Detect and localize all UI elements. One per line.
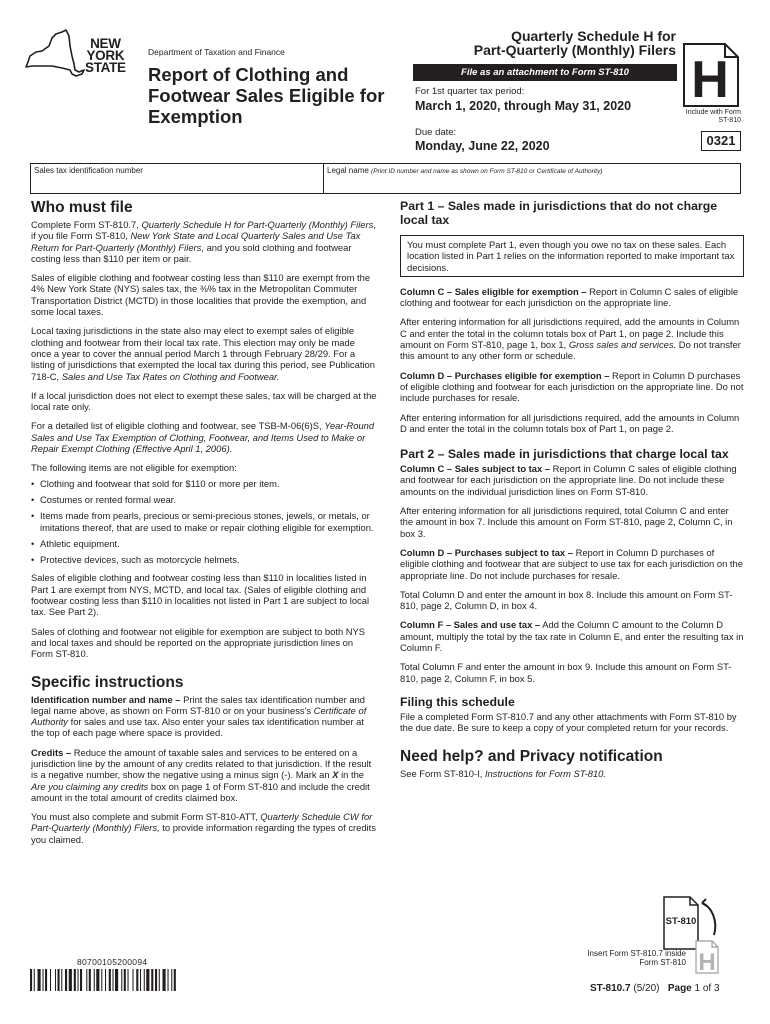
part-1-note-box: You must complete Part 1, even though you owe no tax on these sales. Each location listed in Part 1 relies on the information reported to make important tax decisions. xyxy=(400,235,744,277)
barcode-bar xyxy=(69,969,72,991)
part-1-column-d: Column D – Purchases eligible for exemption – Report in Column D purchases of eligible clothing and footwear for each jurisdiction on the appropriate line. Do not include purchases for resale. xyxy=(400,369,744,404)
form-title: Report of Clothing and Footwear Sales Eligible for Exemption xyxy=(148,64,385,127)
barcode-bar xyxy=(74,969,76,991)
barcode-bar xyxy=(86,969,87,991)
barcode-bar xyxy=(109,969,111,991)
who-must-file-heading: Who must file xyxy=(31,199,133,216)
barcode-number: 80700105200094 xyxy=(77,957,148,967)
list-item: • Athletic equipment. xyxy=(31,538,377,549)
part-2-column-f: Column F – Sales and use tax – Add the Column C amount to the Column D amount, multiply the total by the tax rate in Column E, and enter the resulting tax in Column F. xyxy=(400,619,744,654)
attachment-banner: File as an attachment to Form ST-810 xyxy=(413,64,677,81)
barcode-bar xyxy=(146,969,149,991)
specific-instructions-heading: Specific instructions xyxy=(31,673,184,691)
part-2-column-d: Column D – Purchases subject to tax – Report in Column D purchases of eligible clothing and footwear that are subject to use tax for each jurisdiction on the appropriate line. Do not include purchases for resale. xyxy=(400,546,743,581)
barcode-bar xyxy=(159,969,160,991)
filing-heading: Filing this schedule xyxy=(400,694,515,709)
part-2-heading: Part 2 – Sales made in jurisdictions that charge local tax xyxy=(400,447,729,462)
barcode-bar xyxy=(80,969,82,991)
barcode-bar xyxy=(105,969,106,991)
barcode-bar xyxy=(133,969,134,991)
barcode-bar xyxy=(168,969,169,991)
who-must-file-paragraph-7: Sales of eligible clothing and footwear costing less than $110 in localities listed in Part 1 are exempt from NYS, MCTD, and local tax. (Sales of eligible clothing and footwear costing less than $110 in localities not listed in Part 1 are subject to local tax. See Part 2). xyxy=(31,572,370,618)
filing-text: File a completed Form ST-810.7 and any other attachments with Form ST-810 by the due date. Be sure to keep a copy of your completed return for your records. xyxy=(400,710,737,734)
who-must-file-paragraph-3: Local taxing jurisdictions in the state also may elect to exempt sales of eligible clothing and footwear from their local tax rate. This election may only be made once a year to cover the annual period March 1 through February 28/29. For a listing of jurisdictions that exempted the local tax during this period, see Publication 718-C, Sales and Use Tax Rates on Clothing and Footwear. xyxy=(31,325,375,382)
department-name: Department of Taxation and Finance xyxy=(148,47,285,57)
barcode-bar xyxy=(151,969,153,991)
help-heading: Need help? and Privacy notification xyxy=(400,747,663,765)
logo-wordmark: NEW YORK STATE xyxy=(85,36,126,75)
who-must-file-paragraph-2: Sales of eligible clothing and footwear costing less than $110 are exempt from the 4% New York State (NYS) sales tax, the ⅜% tax in the Metropolitan Commuter Transportation District (MCTD) in those localities that provide the exemption, and some local taxes. xyxy=(31,272,371,318)
barcode-bar xyxy=(94,969,95,991)
barcode-bar xyxy=(171,969,172,991)
part-2-column-c-total: After entering information for all jurisdictions required, total Column C and enter the amount in box 7. Include this amount on Form ST-810, page 2, Column C, in box 3. xyxy=(400,505,733,539)
part-1-column-d-total: After entering information for all jurisdictions required, add the amounts in Column D and enter the total in the column totals box of Part 1, on page 2. xyxy=(400,411,740,434)
barcode-bar xyxy=(136,969,138,991)
legal-name-note: (Print ID number and name as shown on Form ST-810 or Certificate of Authority) xyxy=(371,168,603,175)
barcode xyxy=(30,969,221,991)
insert-graphic-letter: H xyxy=(698,949,716,975)
attachment-instructions: You must also complete and submit Form ST-810-ATT, Quarterly Schedule CW for Part-Quarterly (Monthly) Filers, to provide information regarding the types of credits you claimed. xyxy=(31,811,376,845)
sales-tax-id-label: Sales tax identification number xyxy=(34,166,143,175)
barcode-bar xyxy=(140,969,141,991)
schedule-title: Quarterly Schedule H for Part-Quarterly (Monthly) Filers xyxy=(473,28,676,58)
schedule-h-document-icon xyxy=(683,43,739,107)
new-york-state-map-icon xyxy=(22,26,86,82)
list-item: • Clothing and footwear that sold for $110 or more per item. xyxy=(31,478,377,489)
sales-tax-id-field[interactable] xyxy=(31,164,324,193)
barcode-bar xyxy=(96,969,99,991)
who-must-file-paragraph-1: Complete Form ST-810.7, Quarterly Schedule H for Part-Quarterly (Monthly) Filers, if you file Form ST-810, New York State and Local Quarterly Sales and Use Tax Return for Part-Quarterly (Monthly) Filers, and you sold clothing and footwear costing less than $110 per item or pair. xyxy=(31,219,376,264)
part-1-heading: Part 1 – Sales made in jurisdictions that do not charge local tax xyxy=(400,199,718,227)
period-value: March 1, 2020, through May 31, 2020 xyxy=(415,99,632,113)
due-date-value: Monday, June 22, 2020 xyxy=(415,139,550,153)
include-with-note: Include with Form ST-810 xyxy=(685,109,741,124)
barcode-bar xyxy=(174,969,176,991)
insert-instruction: Insert Form ST-810.7 inside Form ST-810 xyxy=(587,949,686,967)
barcode-bar xyxy=(30,969,32,991)
part-1-column-c-total: After entering information for all jurisdictions required, add the amounts in Column C and enter the total in the column totals box of Part 1, on page 2. Include this amount on Form ST-810, page 1, box 1, Gross sales and services. Do not transfer this amount to any other form or schedule. xyxy=(400,316,741,362)
right-column xyxy=(400,199,744,787)
barcode-bar xyxy=(45,969,47,991)
left-column xyxy=(31,199,377,853)
who-must-file-paragraph-4: If a local jurisdiction does not elect to exempt these sales, tax will be charged at the local rate only. xyxy=(31,389,377,413)
barcode-bar xyxy=(61,969,62,991)
barcode-bar xyxy=(115,969,118,991)
help-text: See Form ST-810-I, Instructions for Form ST-810. xyxy=(400,767,606,779)
barcode-bar xyxy=(89,969,91,991)
list-item: • Protective devices, such as motorcycle helmets. xyxy=(31,554,377,565)
ineligible-intro: The following items are not eligible for exemption: xyxy=(31,462,237,474)
insert-graphic-label: ST-810 xyxy=(665,916,697,927)
schedule-letter: H xyxy=(691,51,729,107)
identification-row xyxy=(30,163,741,194)
part-2-column-f-total: Total Column F and enter the amount in box 9. Include this amount on Form ST-810, page 2, Column F, in box 5. xyxy=(400,661,732,684)
barcode-bar xyxy=(34,969,35,991)
who-must-file-paragraph-8: Sales of clothing and footwear not eligible for exemption are subject to both NYS and local taxes and should be reported on the appropriate jurisdiction lines on Form ST-810. xyxy=(31,625,366,660)
barcode-bar xyxy=(65,969,67,991)
legal-name-field[interactable] xyxy=(325,164,605,177)
barcode-bar xyxy=(38,969,41,991)
part-1-column-c: Column C – Sales eligible for exemption – Report in Column C sales of eligible clothing and footwear for each jurisdiction on the appropriate line. xyxy=(400,285,739,309)
barcode-bar xyxy=(128,969,129,991)
list-item: • Costumes or rented formal wear. xyxy=(31,494,377,505)
barcode-bar xyxy=(78,969,79,991)
legal-name-label: Legal name xyxy=(327,166,369,175)
due-date-label: Due date: xyxy=(415,127,457,138)
barcode-bar xyxy=(124,969,126,991)
who-must-file-paragraph-5: For a detailed list of eligible clothing and footwear, see TSB-M-06(6)S, Year-Round Sales and Use Tax Exemption of Clothing, Footwear, and Items Used to Make or Repair Exempt Clothing (Effective April 1, 2006). xyxy=(31,420,375,455)
ineligible-items-list xyxy=(31,478,377,566)
form-code-box: 0321 xyxy=(701,131,741,151)
barcode-bar xyxy=(55,969,56,991)
part-2-column-c: Column C – Sales subject to tax – Report in Column C sales of eligible clothing and footwear for each jurisdiction on the appropriate line. Do not include these amounts on the individual jurisdiction lines on Form ST-810. xyxy=(400,463,737,497)
barcode-bar xyxy=(101,969,102,991)
barcode-bar xyxy=(144,969,145,991)
barcode-bar xyxy=(121,969,122,991)
barcode-bar xyxy=(58,969,60,991)
barcode-bar xyxy=(163,969,166,991)
barcode-bar xyxy=(113,969,114,991)
credits-instructions: Credits – Reduce the amount of taxable sales and services to be entered on a jurisdiction line by the amount of any credits related to that jurisdiction. If the result is a negative number, show the negative using a minus sign (-). Mark an X in the Are you claiming any credits box on page 1 of Form ST-810 and include the credit amount in the total amount of credits claimed box. xyxy=(31,746,372,803)
list-item: • Items made from pearls, precious or semi-precious stones, jewels, or metals, or imitations thereof, that are used to make or repair clothing eligible for exemption. xyxy=(31,510,377,533)
barcode-bar xyxy=(50,969,51,991)
footer-form-id: ST-810.7 (5/20) Page 1 of 3 xyxy=(590,983,720,994)
period-label: For 1st quarter tax period: xyxy=(415,86,525,97)
barcode-bar xyxy=(155,969,157,991)
identification-instructions: Identification number and name – Print the sales tax identification number and legal name above, as shown on Form ST-810 or on your business's Certificate of Authority for sales and use tax. Also enter your sales tax identification number at the top of each page where space is provided. xyxy=(31,693,367,739)
part-2-column-d-total: Total Column D and enter the amount in box 8. Include this amount on Form ST-810, page 2, Column D, in box 4. xyxy=(400,588,733,612)
barcode-bar xyxy=(43,969,44,991)
nys-logo xyxy=(22,26,134,82)
